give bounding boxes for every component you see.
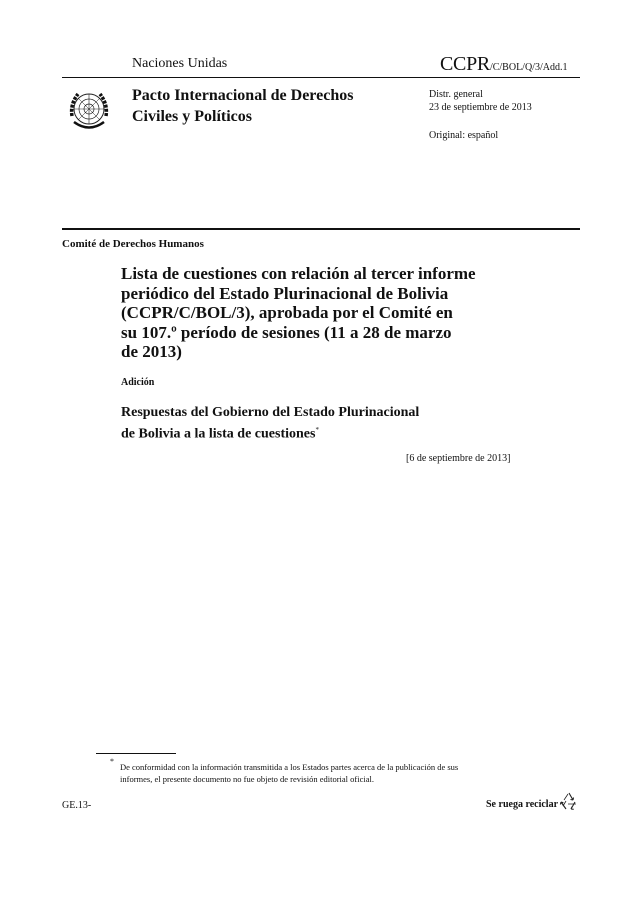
footnote-line: informes, el presente documento no fue objeto de revisión editorial oficial. — [120, 774, 374, 784]
heading-line: periódico del Estado Plurinacional de Bolivia — [121, 283, 449, 303]
footnote-mark: * — [110, 757, 114, 766]
response-line: Respuestas del Gobierno del Estado Plurinacional — [121, 405, 420, 420]
heading-line: (CCPR/C/BOL/3), aprobada por el Comité en — [121, 303, 453, 322]
heading-line: Lista de cuestiones con relación al tercer informe — [121, 264, 476, 283]
response-line-text: de Bolivia a la lista de cuestiones — [121, 426, 316, 442]
recycle-text: Se ruega reciclar — [486, 799, 559, 810]
covenant-title-line: Civiles y Políticos — [132, 108, 252, 125]
document-symbol — [440, 53, 567, 76]
response-title — [121, 405, 481, 443]
issue-date: 23 de septiembre de 2013 — [429, 102, 532, 113]
header-rule — [62, 77, 580, 78]
document-heading — [121, 264, 491, 362]
heading-line: de 2013) — [121, 342, 182, 361]
symbol-suffix: /C/BOL/Q/3/Add.1 — [489, 62, 568, 73]
job-number: GE.13- — [62, 800, 92, 811]
un-emblem-icon — [64, 84, 114, 134]
submission-date: [6 de septiembre de 2013] — [406, 453, 511, 464]
section-rule — [62, 228, 580, 230]
original-language: Original: español — [429, 130, 499, 141]
response-line — [121, 422, 481, 443]
heading-line: su 107.º período de sesiones (11 a 28 de marzo — [121, 322, 452, 342]
distribution-block — [429, 88, 532, 114]
organization-name: Naciones Unidas — [132, 56, 228, 71]
addendum-label: Adición — [121, 377, 155, 388]
covenant-title — [132, 85, 412, 127]
committee-name: Comité de Derechos Humanos — [62, 238, 204, 250]
footnote-line: De conformidad con la información transmitida a los Estados partes acerca de la publicación de sus — [120, 762, 459, 772]
footnote-text — [120, 761, 540, 785]
distribution-label: Distr. general — [429, 89, 483, 100]
symbol-main: CCPR — [440, 53, 490, 75]
recycle-icon — [558, 791, 580, 811]
footnote-rule — [96, 753, 176, 754]
covenant-title-line: Pacto Internacional de Derechos — [132, 87, 354, 104]
footnote-reference[interactable]: * — [315, 425, 319, 434]
